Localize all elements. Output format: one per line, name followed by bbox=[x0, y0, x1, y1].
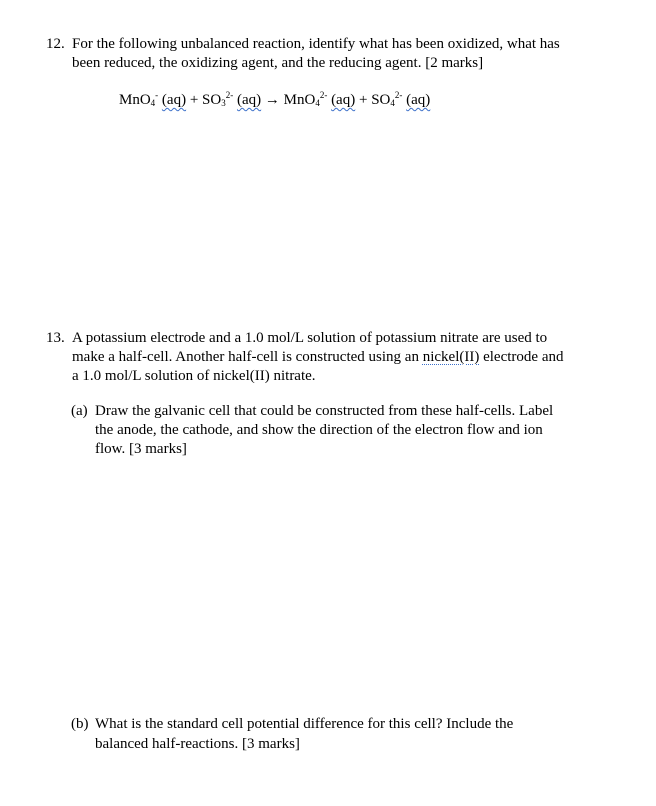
state-symbol: (aq) bbox=[331, 92, 356, 108]
part-text-line: balanced half-reactions. [3 marks] bbox=[95, 736, 300, 752]
state-symbol: (aq) bbox=[161, 92, 187, 108]
state-symbol: (aq) bbox=[236, 92, 262, 108]
state-symbol: (aq) bbox=[406, 92, 431, 108]
part-text-line: the anode, the cathode, and show the direction of the electron flow and ion bbox=[95, 422, 543, 438]
part-label: (b) bbox=[71, 716, 89, 732]
product-sulfate: $SO_4^{2-}$ bbox=[371, 90, 403, 108]
part-text-line: flow. [3 marks] bbox=[95, 441, 187, 457]
part-text-line: What is the standard cell potential difference for this cell? Include the bbox=[95, 716, 514, 732]
question-text-line: make a half-cell. Another half-cell is constructed using an nickel(II) electrode and bbox=[72, 349, 564, 365]
reactant-sulfite: $SO_3^{2-}$ bbox=[202, 90, 234, 108]
part-label: (a) bbox=[71, 403, 88, 419]
chemical-equation bbox=[119, 90, 430, 110]
question-text-line: a 1.0 mol/L solution of nickel(II) nitrate. bbox=[72, 368, 316, 384]
question-number: 13. bbox=[46, 330, 65, 346]
question-text-line: For the following unbalanced reaction, identify what has been oxidized, what has bbox=[72, 36, 560, 52]
spellcheck-flagged-word: nickel(II) bbox=[422, 349, 480, 365]
part-text-line: Draw the galvanic cell that could be constructed from these half-cells. Label bbox=[95, 403, 554, 419]
reactant-permanganate: MnO$_4$- bbox=[119, 90, 159, 108]
question-text-line: A potassium electrode and a 1.0 mol/L solution of potassium nitrate are used to bbox=[72, 330, 548, 346]
product-manganate: MnO$_4^{2-}$ bbox=[283, 90, 328, 108]
plus-sign: + bbox=[355, 92, 372, 108]
plus-sign: + bbox=[186, 92, 203, 108]
reaction-arrow: → bbox=[261, 92, 284, 108]
question-text-line: been reduced, the oxidizing agent, and the reducing agent. [2 marks] bbox=[72, 55, 484, 71]
question-number: 12. bbox=[46, 36, 65, 52]
